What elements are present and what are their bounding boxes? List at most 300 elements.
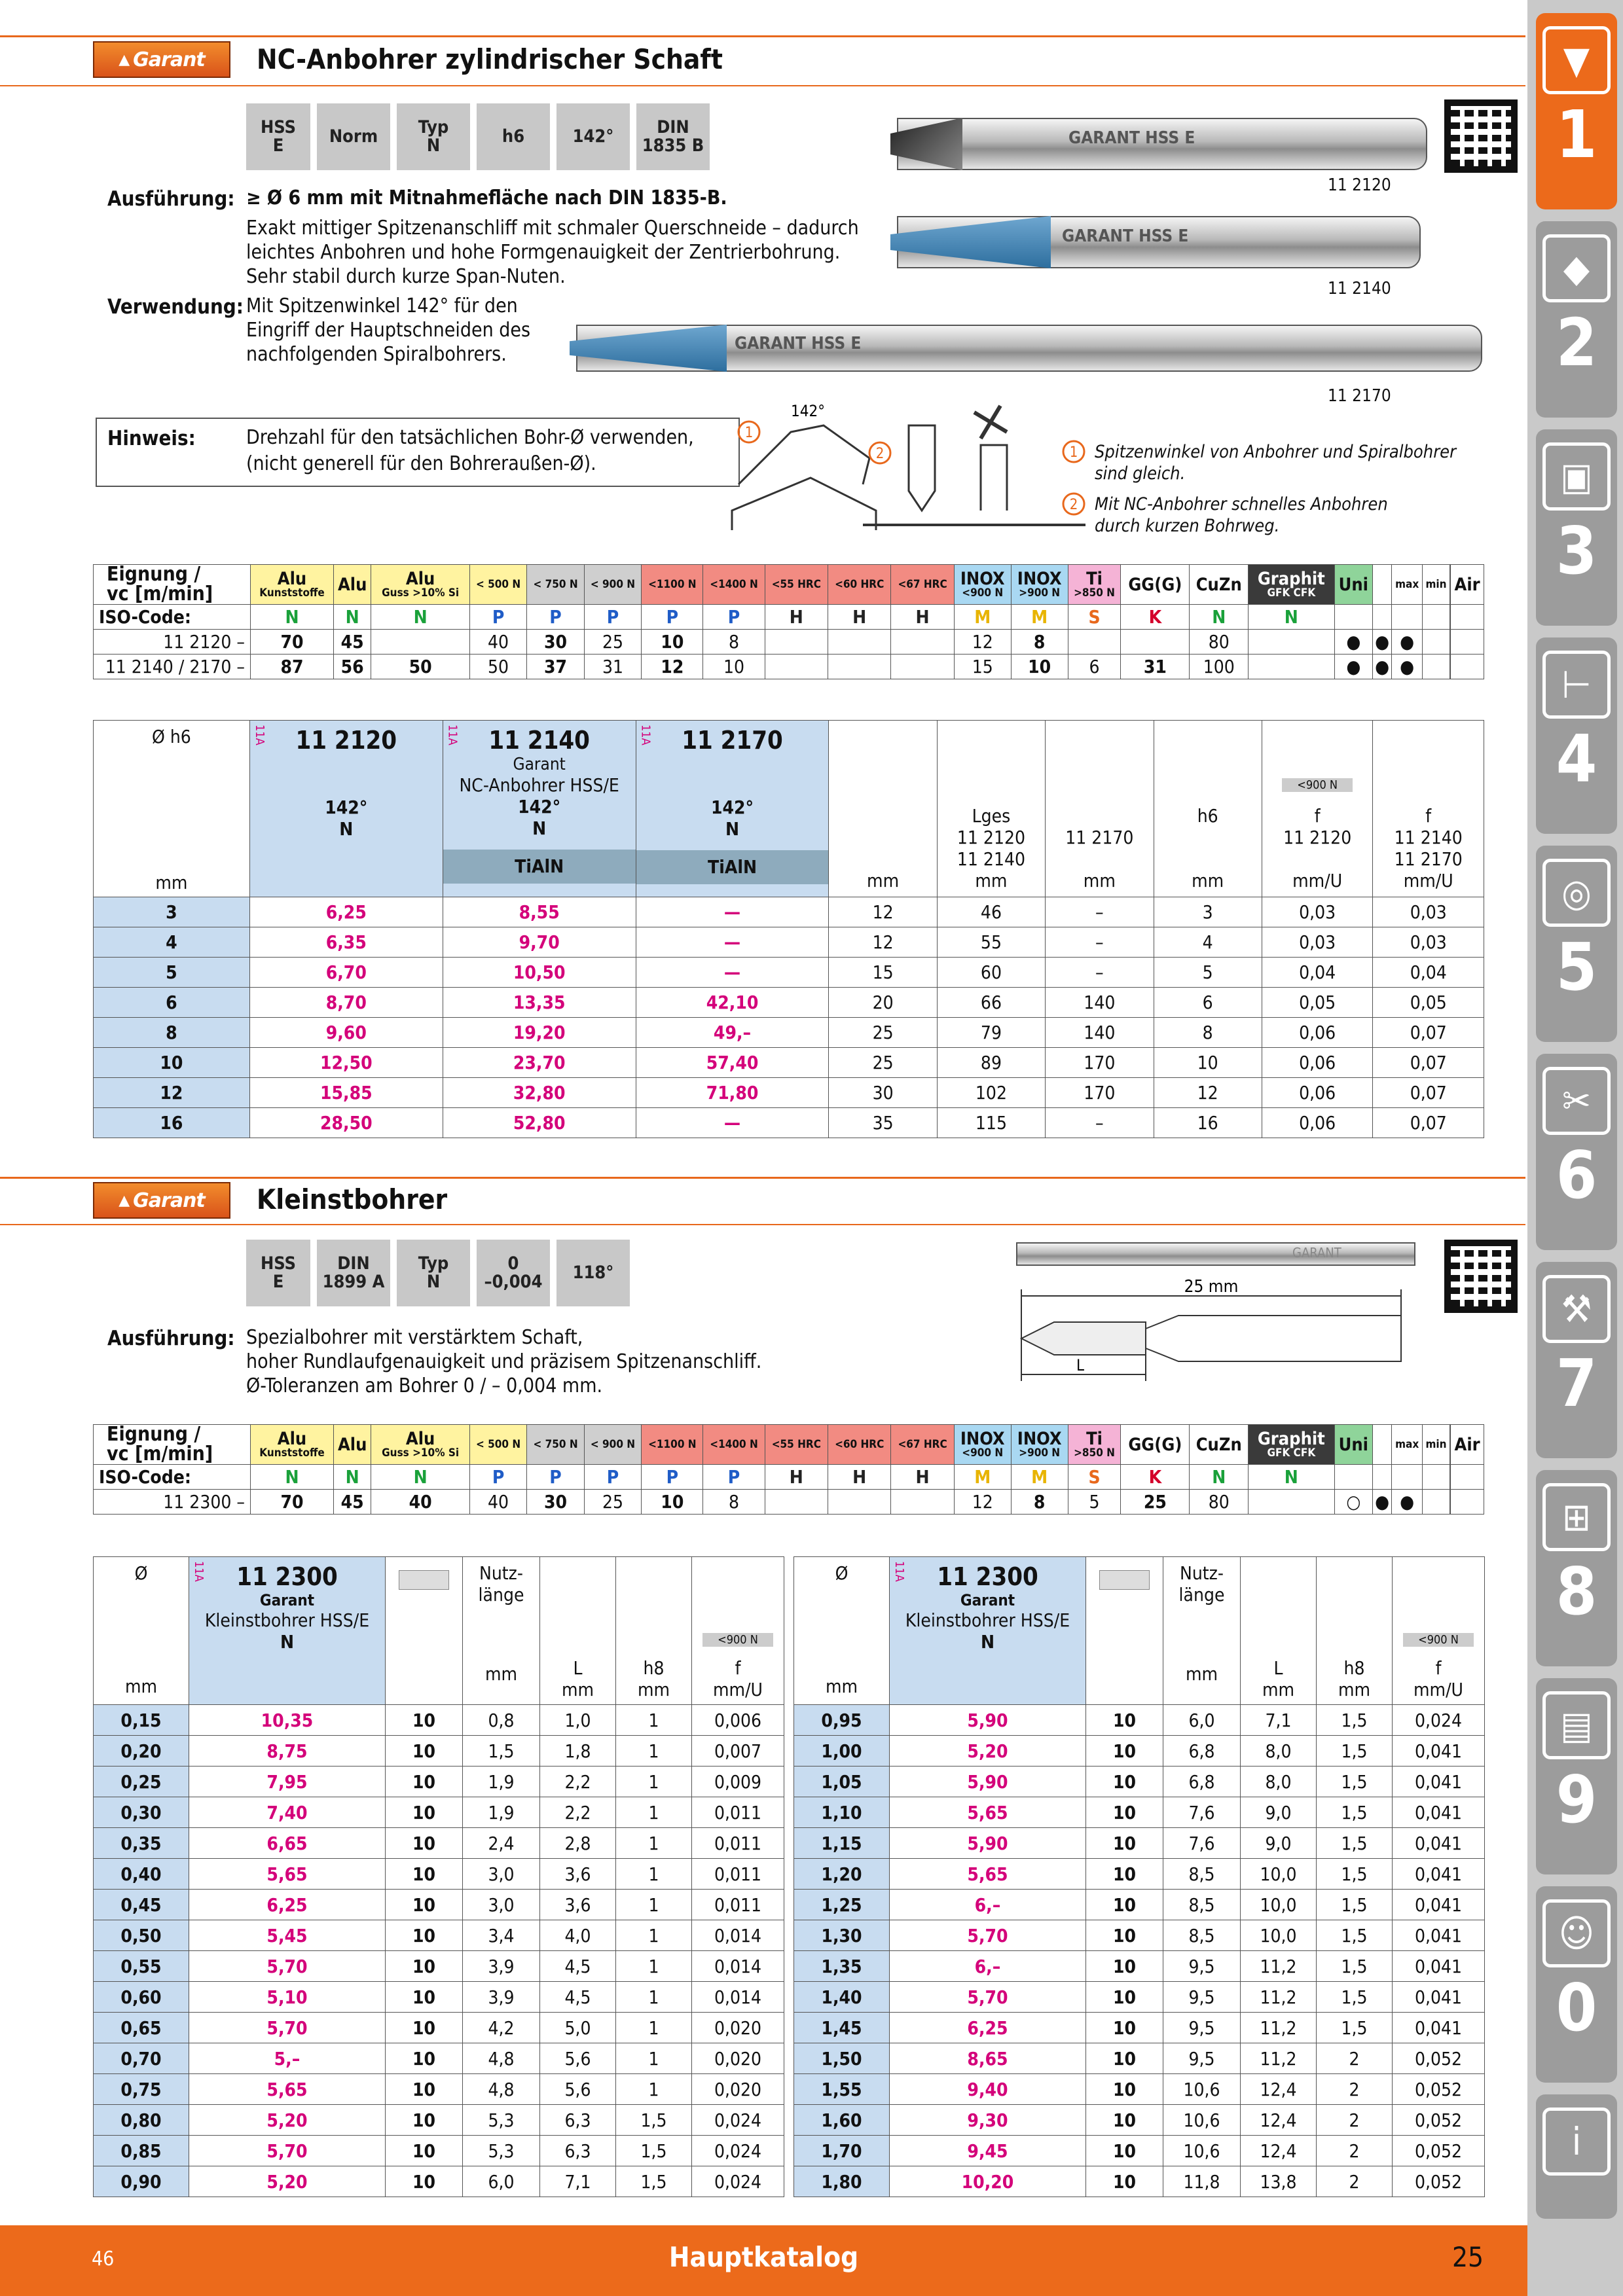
material-column: Air (1451, 565, 1484, 605)
note-1: Spitzenwinkel von Anbohrer und Spiralbohrer sind gleich. (1095, 442, 1457, 484)
suit-cell: 80 (1190, 630, 1249, 655)
iso-code: P (527, 1465, 584, 1490)
table-row: 0,15 10,35 10 0,8 1,0 1 0,006 (94, 1705, 784, 1736)
iso-code: H (765, 1465, 828, 1490)
suit-cell: 10 (1011, 655, 1068, 679)
chapter-tab-5[interactable]: ◎ 5 (1536, 846, 1617, 1042)
iso-code: H (765, 605, 828, 630)
table-row: 1,15 5,90 10 7,6 9,0 1,5 0,041 (794, 1828, 1485, 1859)
feature-tile: h6 (477, 103, 550, 170)
suit-cell: 100 (1190, 655, 1249, 679)
suit-cell: 56 (333, 655, 371, 679)
dia-head: Ø mm (794, 1557, 890, 1705)
feature-tile: 118° (556, 1240, 630, 1306)
suit-cell: 15 (954, 655, 1011, 679)
material-column: min (1423, 1425, 1450, 1465)
chapter-icon: i (1542, 2108, 1611, 2176)
drill-image: GARANT (1016, 1242, 1415, 1266)
chapter-icon: ☺ (1542, 1899, 1611, 1967)
table-row: 4 6,35 9,70 — 12 55 – 4 0,03 0,03 (94, 927, 1484, 958)
material-column: GG(G) (1121, 1425, 1190, 1465)
note-2: Mit NC-Anbohrer schnelles Anbohren durch kurzen Bohrweg. (1095, 494, 1388, 536)
col-head: h8 mm (616, 1557, 692, 1705)
table-row: 0,90 5,20 10 6,0 7,1 1,5 0,024 (94, 2166, 784, 2197)
suit-cell: 31 (584, 655, 641, 679)
suit-row-label: 11 2140 / 2170 – (94, 655, 251, 679)
chapter-icon: ✂ (1542, 1067, 1611, 1135)
table-row: 0,75 5,65 10 4,8 5,6 1 0,020 (94, 2074, 784, 2105)
suit-head: Eignung / vc [m/min] (94, 565, 251, 605)
iso-code (1423, 1465, 1450, 1490)
chapter-icon: ▤ (1542, 1691, 1611, 1759)
suit-cell: 8 (703, 630, 765, 655)
suit-cell (891, 655, 954, 679)
ausfuehrung-line: Exakt mittiger Spitzenanschliff mit schmaler Querschneide – dadurch (246, 217, 859, 240)
feature-tile: DIN 1835 B (636, 103, 710, 170)
col-head: L mm (540, 1557, 616, 1705)
feature-tile: DIN 1899 A (317, 1240, 390, 1306)
feature-tile: HSS E (246, 1240, 310, 1306)
table-row: 12 15,85 32,80 71,80 30 102 170 12 0,06 0,07 (94, 1078, 1484, 1108)
qr-code[interactable] (1444, 99, 1518, 173)
iso-code (1451, 605, 1484, 630)
suit-cell: ● (1334, 630, 1373, 655)
chapter-tab-7[interactable]: ⚒ 7 (1536, 1262, 1617, 1458)
iso-code: H (828, 605, 891, 630)
suit-cell: ● (1392, 1490, 1423, 1515)
table-row: 1,45 6,25 10 9,5 11,2 1,5 0,041 (794, 2013, 1485, 2043)
suit-cell (828, 1490, 891, 1515)
suit-cell (1249, 1490, 1334, 1515)
suit-cell: 12 (954, 1490, 1011, 1515)
material-column: Alu Guss >10% Si (371, 565, 469, 605)
feature-tile: HSS E (246, 103, 310, 170)
material-column: Ti >850 N (1068, 565, 1121, 605)
ausfuehrung-label: Ausführung: (107, 187, 235, 211)
suit-cell: 37 (527, 655, 584, 679)
material-column: max (1392, 1425, 1423, 1465)
table-row: 0,55 5,70 10 3,9 4,5 1 0,014 (94, 1951, 784, 1982)
suit-cell (1423, 630, 1450, 655)
note-1-marker (1061, 439, 1087, 465)
chapter-icon: ⊢ (1542, 651, 1611, 719)
feature-tile: 142° (556, 103, 630, 170)
col-head: Lges 11 2120 11 2140 mm (937, 721, 1045, 897)
suit-cell: 40 (371, 1490, 469, 1515)
col-head: <900 N f mm/U (1393, 1557, 1485, 1705)
code-head: 11A 11 2120 142° N (249, 721, 443, 897)
note-2-marker (1061, 491, 1087, 517)
material-column: < 500 N (469, 1425, 526, 1465)
material-column: INOX <900 N (954, 565, 1011, 605)
table-row: 0,35 6,65 10 2,4 2,8 1 0,011 (94, 1828, 784, 1859)
table-row: 0,70 5,– 10 4,8 5,6 1 0,020 (94, 2043, 784, 2074)
page-number-left: 46 (92, 2248, 115, 2270)
suit-cell: 40 (469, 1490, 526, 1515)
table-row: 1,55 9,40 10 10,6 12,4 2 0,052 (794, 2074, 1485, 2105)
suit-head: Eignung / vc [m/min] (94, 1425, 251, 1465)
table-row: 0,20 8,75 10 1,5 1,8 1 0,007 (94, 1736, 784, 1767)
material-column: < 900 N (584, 1425, 641, 1465)
ausfuehrung-line: Ø-Toleranzen am Bohrer 0 / – 0,004 mm. (246, 1374, 603, 1397)
iso-code: S (1068, 1465, 1121, 1490)
table-row: 0,60 5,10 10 3,9 4,5 1 0,014 (94, 1982, 784, 2013)
suit-cell (1249, 630, 1334, 655)
dia-head: Ø h6 mm (94, 721, 250, 897)
material-column: Alu Kunststoffe (251, 1425, 334, 1465)
iso-code: M (1011, 605, 1068, 630)
svg-text:L: L (1076, 1356, 1085, 1374)
suit-cell: ● (1392, 655, 1423, 679)
material-column: Alu (333, 565, 371, 605)
dimension-diagram (1002, 1276, 1427, 1388)
suit-cell (1423, 655, 1450, 679)
suit-cell (1121, 630, 1190, 655)
col-head: 11 2170 mm (1046, 721, 1154, 897)
iso-code: P (584, 1465, 641, 1490)
suit-cell: ● (1373, 630, 1392, 655)
iso-code: K (1121, 1465, 1190, 1490)
kleinstbohrer-table-left (93, 1556, 784, 2197)
material-column: <1100 N (642, 1425, 703, 1465)
table-row: 1,80 10,20 10 11,8 13,8 2 0,052 (794, 2166, 1485, 2197)
suit-cell (891, 630, 954, 655)
suit-cell (765, 1490, 828, 1515)
iso-code: H (891, 605, 954, 630)
material-column: < 750 N (527, 1425, 584, 1465)
verwendung-line: Eingriff der Hauptschneiden des (246, 319, 531, 342)
chapter-tab-3[interactable]: ▣ 3 (1536, 429, 1617, 626)
suit-cell (371, 630, 469, 655)
table-row: 1,50 8,65 10 9,5 11,2 2 0,052 (794, 2043, 1485, 2074)
material-column: <60 HRC (828, 565, 891, 605)
table-row: 10 12,50 23,70 57,40 25 89 170 10 0,06 0,07 (94, 1048, 1484, 1078)
table-row: 0,45 6,25 10 3,0 3,6 1 0,011 (94, 1890, 784, 1920)
suit-cell: 30 (527, 1490, 584, 1515)
suit-cell: 80 (1190, 1490, 1249, 1515)
iso-code: N (371, 605, 469, 630)
iso-code (1373, 605, 1392, 630)
iso-code: S (1068, 605, 1121, 630)
chapter-tab-1[interactable]: ▼ 1 (1536, 13, 1617, 209)
iso-label: ISO-Code: (94, 605, 251, 630)
material-column: CuZn (1190, 565, 1249, 605)
suit-cell (765, 655, 828, 679)
suit-row-label: 11 2300 – (94, 1490, 251, 1515)
chapter-icon: ◆ (1542, 234, 1611, 302)
suit-cell: 10 (642, 630, 703, 655)
table-row: 1,60 9,30 10 10,6 12,4 2 0,052 (794, 2105, 1485, 2136)
col-head: <900 N f mm/U (692, 1557, 784, 1705)
suit-cell: 70 (251, 1490, 334, 1515)
material-column: Alu Guss >10% Si (371, 1425, 469, 1465)
table-row: 3 6,25 8,55 — 12 46 – 3 0,03 0,03 (94, 897, 1484, 927)
iso-code (1392, 605, 1423, 630)
material-column: <1100 N (642, 565, 703, 605)
iso-code: H (828, 1465, 891, 1490)
suit-cell: 70 (251, 630, 334, 655)
material-column: <60 HRC (828, 1425, 891, 1465)
verwendung-line: nachfolgenden Spiralbohrers. (246, 343, 507, 366)
code-head: 11A 11 2300 Garant Kleinstbohrer HSS/E N (890, 1557, 1086, 1705)
chapter-icon: ◎ (1542, 859, 1611, 927)
drill-code: 11 2170 (1328, 386, 1391, 406)
iso-code: N (1249, 605, 1334, 630)
footer-title: Hauptkatalog (668, 2241, 859, 2273)
suit-cell: 25 (584, 630, 641, 655)
suit-cell (828, 630, 891, 655)
chapter-tab-0[interactable]: ☺ 0 (1536, 1886, 1617, 2083)
suitability-table (93, 564, 1484, 679)
suit-cell: 25 (584, 1490, 641, 1515)
svg-text:2: 2 (875, 446, 884, 462)
suit-cell (1068, 630, 1121, 655)
iso-code: N (1190, 605, 1249, 630)
table-row: 1,40 5,70 10 9,5 11,2 1,5 0,041 (794, 1982, 1485, 2013)
table-row: 1,20 5,65 10 8,5 10,0 1,5 0,041 (794, 1859, 1485, 1890)
suit-cell: 8 (1011, 630, 1068, 655)
iso-code: K (1121, 605, 1190, 630)
feature-tile: Typ N (397, 1240, 470, 1306)
garant-logo: ▲ Garant (93, 41, 230, 78)
material-column: Air (1451, 1425, 1484, 1465)
col-head: f 11 2140 11 2170 mm/U (1373, 721, 1484, 897)
suit-cell: ● (1334, 655, 1373, 679)
hinweis-label: Hinweis: (107, 427, 196, 450)
kleinstbohrer-table-right (793, 1556, 1485, 2197)
code-head: 11A 11 2170 142° N TiAlN (636, 721, 829, 897)
svg-text:25 mm: 25 mm (1184, 1277, 1239, 1297)
suit-cell: ● (1392, 630, 1423, 655)
suit-cell: 50 (469, 655, 526, 679)
page-number-right: 25 (1452, 2241, 1484, 2273)
material-column (1373, 565, 1392, 605)
nc-anbohrer-table (93, 720, 1484, 1138)
iso-code: P (469, 1465, 526, 1490)
table-row: 1,25 6,– 10 8,5 10,0 1,5 0,041 (794, 1890, 1485, 1920)
suit-cell (1423, 1490, 1450, 1515)
suit-cell (828, 655, 891, 679)
suit-cell (765, 630, 828, 655)
iso-code: P (469, 605, 526, 630)
table-row: 0,65 5,70 10 4,2 5,0 1 0,020 (94, 2013, 784, 2043)
material-column: max (1392, 565, 1423, 605)
table-row: 1,30 5,70 10 8,5 10,0 1,5 0,041 (794, 1920, 1485, 1951)
suit-cell: 12 (642, 655, 703, 679)
table-row: 0,80 5,20 10 5,3 6,3 1,5 0,024 (94, 2105, 784, 2136)
iso-code (1392, 1465, 1423, 1490)
suit-cell: 45 (333, 630, 371, 655)
svg-text:1: 1 (744, 425, 754, 441)
chapter-tab-info[interactable] (1536, 2094, 1617, 2219)
material-column: <1400 N (703, 565, 765, 605)
chapter-tab-8[interactable]: ⊞ 8 (1536, 1470, 1617, 1666)
iso-code: H (891, 1465, 954, 1490)
material-column: min (1423, 565, 1450, 605)
iso-code: P (703, 1465, 765, 1490)
material-column: <55 HRC (765, 1425, 828, 1465)
suit-row-label: 11 2120 – (94, 630, 251, 655)
chapter-icon: ▣ (1542, 442, 1611, 511)
material-column: INOX <900 N (954, 1425, 1011, 1465)
ausfuehrung-line: ≥ Ø 6 mm mit Mitnahmefläche nach DIN 1835-B. (246, 187, 727, 209)
section-title: Kleinstbohrer (257, 1183, 448, 1215)
feature-tile: Norm (317, 103, 390, 170)
iso-code: P (642, 605, 703, 630)
material-column: INOX >900 N (1011, 565, 1068, 605)
chapter-icon: ⚒ (1542, 1275, 1611, 1343)
iso-code: P (642, 1465, 703, 1490)
pack-head (1086, 1557, 1163, 1705)
col-head: Nutz- länge mm (463, 1557, 540, 1705)
svg-text:142°: 142° (791, 402, 825, 420)
table-row: 1,35 6,– 10 9,5 11,2 1,5 0,041 (794, 1951, 1485, 1982)
suit-cell: 10 (703, 655, 765, 679)
suit-cell: 5 (1068, 1490, 1121, 1515)
drill-image: GARANT HSS E (897, 216, 1421, 268)
ausfuehrung-label: Ausführung: (107, 1327, 235, 1350)
material-column: Graphit GFK CFK (1249, 1425, 1334, 1465)
svg-text:1: 1 (1069, 444, 1078, 461)
material-column: < 900 N (584, 565, 641, 605)
suit-cell: 12 (954, 630, 1011, 655)
chapter-tab-4[interactable]: ⊢ 4 (1536, 637, 1617, 834)
iso-code: N (251, 605, 334, 630)
material-column: Uni (1334, 1425, 1373, 1465)
chapter-tab-6[interactable]: ✂ 6 (1536, 1054, 1617, 1250)
iso-code (1373, 1465, 1392, 1490)
iso-code: M (954, 1465, 1011, 1490)
suit-cell: 25 (1121, 1490, 1190, 1515)
feature-tile: 0 –0,004 (477, 1240, 550, 1306)
material-column: GG(G) (1121, 565, 1190, 605)
iso-code: P (584, 605, 641, 630)
material-column: Ti >850 N (1068, 1425, 1121, 1465)
drill-image: GARANT HSS E (576, 325, 1482, 372)
hinweis-line: Drehzahl für den tatsächlichen Bohr-Ø verwenden, (246, 426, 694, 449)
material-column: Alu Kunststoffe (251, 565, 334, 605)
suit-cell: 45 (333, 1490, 371, 1515)
iso-code: M (954, 605, 1011, 630)
suit-cell (891, 1490, 954, 1515)
table-row: 0,40 5,65 10 3,0 3,6 1 0,011 (94, 1859, 784, 1890)
hinweis-line: (nicht generell für den Bohreraußen-Ø). (246, 452, 596, 475)
verwendung-label: Verwendung: (107, 295, 244, 319)
col-head: <900 N f 11 2120 mm/U (1262, 721, 1373, 897)
material-column (1373, 1425, 1392, 1465)
qr-code[interactable] (1444, 1240, 1518, 1313)
material-column: INOX >900 N (1011, 1425, 1068, 1465)
drill-code: 11 2120 (1328, 175, 1391, 195)
material-column: <55 HRC (765, 565, 828, 605)
ausfuehrung-line: leichtes Anbohren und hohe Formgenauigkeit der Zentrierbohrung. (246, 241, 841, 264)
ausfuehrung-line: hoher Rundlaufgenauigkeit und präzisem Spitzenanschliff. (246, 1350, 762, 1373)
table-row: 0,95 5,90 10 6,0 7,1 1,5 0,024 (794, 1705, 1485, 1736)
chapter-icon: ⊞ (1542, 1483, 1611, 1551)
col-head: mm (829, 721, 937, 897)
col-head: L mm (1241, 1557, 1317, 1705)
table-row: 16 28,50 52,80 — 35 115 – 16 0,06 0,07 (94, 1108, 1484, 1138)
iso-code (1334, 605, 1373, 630)
table-row: 0,30 7,40 10 1,9 2,2 1 0,011 (94, 1797, 784, 1828)
table-row: 1,05 5,90 10 6,8 8,0 1,5 0,041 (794, 1767, 1485, 1797)
iso-code: M (1011, 1465, 1068, 1490)
suit-cell: ○ (1334, 1490, 1373, 1515)
chapter-tab-9[interactable]: ▤ 9 (1536, 1678, 1617, 1874)
suitability-table (93, 1424, 1484, 1515)
iso-code (1334, 1465, 1373, 1490)
code-head: 11A 11 2140 Garant NC-Anbohrer HSS/E 142° N TiAlN (443, 721, 636, 897)
iso-code (1451, 1465, 1484, 1490)
suit-cell: 40 (469, 630, 526, 655)
chapter-tab-2[interactable]: ◆ 2 (1536, 221, 1617, 418)
ausfuehrung-line: Sehr stabil durch kurze Span-Nuten. (246, 265, 566, 288)
garant-logo: ▲ Garant (93, 1182, 230, 1219)
col-head: Nutz- länge mm (1163, 1557, 1241, 1705)
drill-code: 11 2140 (1328, 279, 1391, 298)
suit-cell: 50 (371, 655, 469, 679)
col-head: h8 mm (1317, 1557, 1393, 1705)
verwendung-line: Mit Spitzenwinkel 142° für den (246, 295, 518, 317)
table-row: 8 9,60 19,20 49,– 25 79 140 8 0,06 0,07 (94, 1018, 1484, 1048)
material-column: CuZn (1190, 1425, 1249, 1465)
iso-code: N (371, 1465, 469, 1490)
section-title: NC-Anbohrer zylindrischer Schaft (257, 43, 723, 75)
material-column: <67 HRC (891, 565, 954, 605)
iso-code: N (333, 1465, 371, 1490)
table-row: 1,00 5,20 10 6,8 8,0 1,5 0,041 (794, 1736, 1485, 1767)
suit-cell: 30 (527, 630, 584, 655)
ausfuehrung-line: Spezialbohrer mit verstärktem Schaft, (246, 1326, 583, 1349)
table-row: 1,10 5,65 10 7,6 9,0 1,5 0,041 (794, 1797, 1485, 1828)
iso-code: N (333, 605, 371, 630)
iso-code: P (527, 605, 584, 630)
table-row: 5 6,70 10,50 — 15 60 – 5 0,04 0,04 (94, 958, 1484, 988)
material-column: Alu (333, 1425, 371, 1465)
dia-head: Ø mm (94, 1557, 189, 1705)
iso-code: N (1249, 1465, 1334, 1490)
col-head: h6 mm (1154, 721, 1262, 897)
code-head: 11A 11 2300 Garant Kleinstbohrer HSS/E N (189, 1557, 386, 1705)
suit-cell: 10 (642, 1490, 703, 1515)
material-column: <1400 N (703, 1425, 765, 1465)
material-column: Uni (1334, 565, 1373, 605)
iso-code: P (703, 605, 765, 630)
suit-cell: 8 (1011, 1490, 1068, 1515)
table-row: 0,25 7,95 10 1,9 2,2 1 0,009 (94, 1767, 784, 1797)
suit-cell (1249, 655, 1334, 679)
suit-cell: ● (1373, 655, 1392, 679)
iso-label: ISO-Code: (94, 1465, 251, 1490)
table-row: 0,50 5,45 10 3,4 4,0 1 0,014 (94, 1920, 784, 1951)
table-row: 1,70 9,45 10 10,6 12,4 2 0,052 (794, 2136, 1485, 2166)
iso-code: N (251, 1465, 334, 1490)
iso-code: N (1190, 1465, 1249, 1490)
table-row: 6 8,70 13,35 42,10 20 66 140 6 0,05 0,05 (94, 988, 1484, 1018)
suit-cell: ● (1373, 1490, 1392, 1515)
svg-text:2: 2 (1069, 497, 1078, 513)
material-column: <67 HRC (891, 1425, 954, 1465)
drill-image: GARANT HSS E (897, 118, 1427, 170)
angle-diagram (725, 399, 1092, 543)
suit-cell: 6 (1068, 655, 1121, 679)
iso-code (1423, 605, 1450, 630)
pack-head (386, 1557, 463, 1705)
suit-cell: 87 (251, 655, 334, 679)
table-row: 0,85 5,70 10 5,3 6,3 1,5 0,024 (94, 2136, 784, 2166)
material-column: < 750 N (527, 565, 584, 605)
material-column: Graphit GFK CFK (1249, 565, 1334, 605)
